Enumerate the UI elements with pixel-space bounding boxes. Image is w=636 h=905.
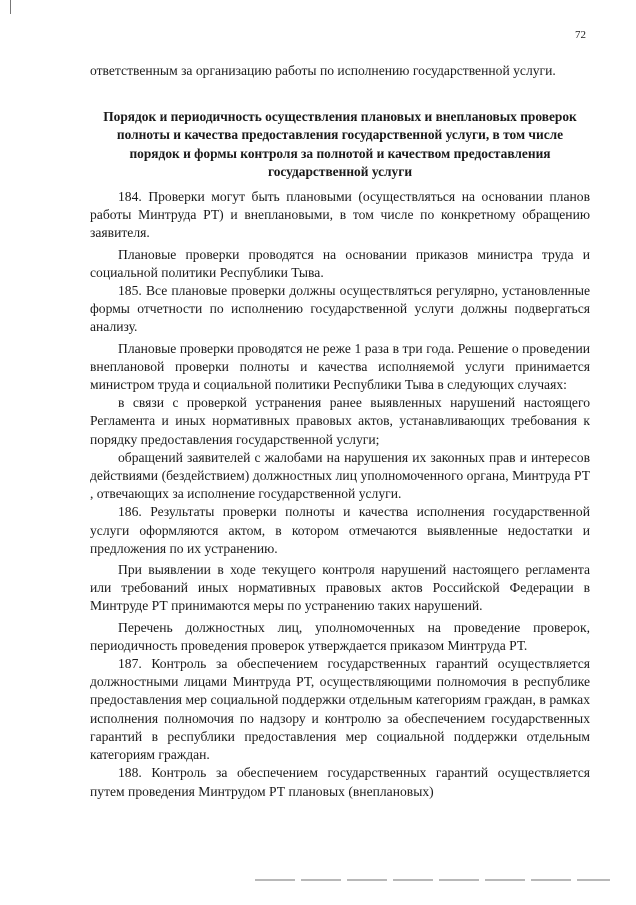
paragraph-case-2: обращений заявителей с жалобами на нарушения их законных прав и интересов действиями (бездействием) должностных лиц уполномоченного органа, Минтруда РТ , отвечающих за исполнение государственной услуги. [90,449,590,502]
paragraph-185: 185. Все плановые проверки должны осуществляться регулярно, установленные формы отчетности по исполнению государственной услуги должны подвергаться анализу. [90,283,590,335]
page-number: 72 [575,29,586,41]
paragraph-184: 184. Проверки могут быть плановыми (осуществляться на основании планов работы Минтруда РТ) и внеплановыми, в том числе по конкретному обращению заявителя. [90,189,590,241]
bottom-scan-edge [255,879,610,881]
paragraph-187: 187. Контроль за обеспечением государственных гарантий осуществляется должностными лицами Минтруда РТ, осуществляющими полномочия в республике предоставления мер социальной поддержки отдельным категориям граждан, в рамках исполнения полномочия по надзору и контролю за обеспечением государственных гарантий в республики предоставления мер социальной поддержки отдельным категориям граждан. [90,656,590,763]
paragraph-186: 186. Результаты проверки полноты и качества исполнения государственной услуги оформляются актом, в котором отмечаются выявленные недостатки и предложения по их устранению. [90,504,590,556]
paragraph-planned-checks: Плановые проверки проводятся на основании приказов министра труда и социальной политики Республики Тыва. [90,246,590,280]
paragraph-violations: При выявлении в ходе текущего контроля нарушений настоящего регламента или требований иных нормативных правовых актов Российской Федерации в Минтруде РТ принимаются меры по устранению таких нарушений. [90,562,590,614]
lead-paragraph: ответственным за организацию работы по исполнению государственной услуги. [90,63,556,78]
body-text [90,188,590,801]
paragraph-officials-list: Перечень должностных лиц, уполномоченных на проведение проверок, периодичность проведения проверок утверждается приказом Минтруда РТ. [90,619,590,653]
corner-mark [10,0,11,14]
section-heading: Порядок и периодичность осуществления плановых и внеплановых проверок полноты и качества предоставления государственной услуги, в том числе порядок и формы контроля за полнотой и качеством предоставления государственной услуги [103,109,577,180]
paragraph-188: 188. Контроль за обеспечением государственных гарантий осуществляется путем проведения Минтрудом РТ плановых (внеплановых) [90,765,590,799]
paragraph-frequency: Плановые проверки проводятся не реже 1 раза в три года. Решение о проведении внеплановой проверки полноты и качества исполняемой услуги принимается министром труда и социальной политики Республики Тыва в следующих случаях: [90,340,590,393]
paragraph-case-1: в связи с проверкой устранения ранее выявленных нарушений настоящего Регламента и иных нормативных правовых актов, устанавливающих требования к порядку предоставления государственной услуги; [90,395,590,447]
